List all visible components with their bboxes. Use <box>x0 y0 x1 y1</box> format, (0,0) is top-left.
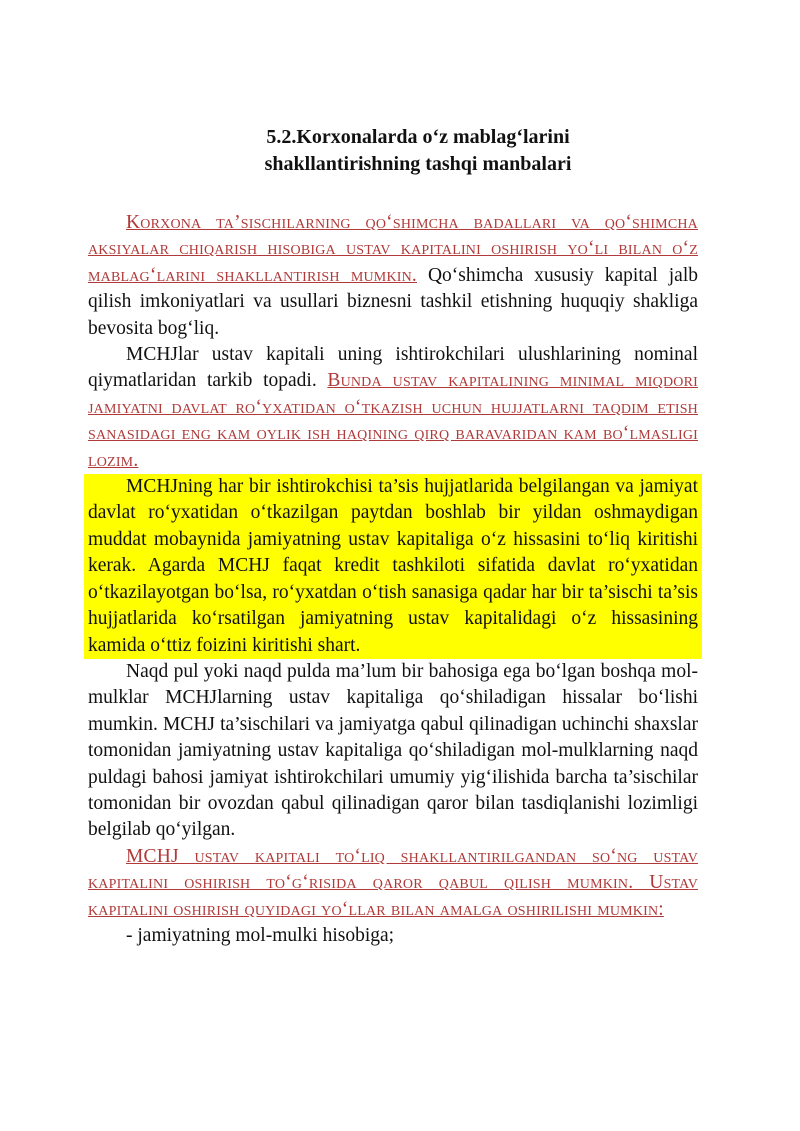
paragraph-text: MCHJlar ustav kapitali uning ishtirokchilari ulushlarining nominal qiymatlaridan tarkib topadi. <box>88 344 698 392</box>
paragraph-5 <box>88 844 698 923</box>
paragraph-2 <box>88 342 698 474</box>
paragraph-4: Naqd pul yoki naqd pulda ma’lum bir bahosiga ega bo‘lgan boshqa mol-mulklar MCHJlarning ustav kapitaliga qo‘shiladigan hissalar bo‘lishi mumkin. MCHJ ta’sischilari va jamiyatga qabul qilinadigan uchinchi shaxslar tomonidan jamiyatning ustav kapitaliga qo‘shiladigan mol-mulklarning naqd puldagi bahosi jamiyat ishtirokchilari umumiy yig‘ilishida barcha ta’sischilar tomonidan bir ovozdan qabul qilinadigan qaror bilan tasdiqlanishi lozimligi belgilab qo‘yilgan. <box>88 660 698 841</box>
paragraph-text: Qo‘shimcha xususiy kapital jalb qilish imkoniyatlari va usullari biznesni tashkil etishning huquqiy shakliga bevosita bog‘liq. <box>88 264 698 339</box>
section-title-line2: shakllantirishning tashqi manbalari <box>264 153 572 175</box>
document-body <box>88 210 698 949</box>
tracked-change-text: Bunda ustav kapitalining minimal miqdori jamiyatni davlat ro‘yxatidan o‘tkazish uchun hujjatlarni taqdim etish sanasidagi eng kam oylik ish haqining qirq baravaridan kam bo‘lmasligi lozim. <box>88 370 698 471</box>
tracked-change-text: MCHJ ustav kapitali to‘liq shakllantirilgandan so‘ng ustav kapitalini oshirish to‘g‘risida qaror qabul qilish mumkin. Ustav kapitalini oshirish quyidagi yo‘llar bilan amalga oshirilishi mumkin: <box>88 845 698 920</box>
tracked-change-text: Korxona ta’sischilarning qo‘shimcha badallari va qo‘shimcha aksiyalar chiqarish hisobiga ustav kapitalini oshirish yo‘li bilan o‘z mablag‘larini shakllantirish mumkin. <box>88 212 698 286</box>
list-item: - jamiyatning mol-mulki hisobiga; <box>126 924 395 946</box>
highlighted-block <box>84 474 702 659</box>
section-title-line1: 5.2.Korxonalarda o‘z mablag‘larini <box>266 126 570 148</box>
paragraph-3: MCHJning har bir ishtirokchisi ta’sis hujjatlarida belgilangan va jamiyat davlat ro‘yxatidan o‘tkazilgan paytdan boshlab bir yildan oshmaydigan muddat mobaynida jamiyatning ustav kapitaliga o‘z hissasini to‘liq kiritishi kerak. Agarda MCHJ faqat kredit tashkiloti sifatida davlat ro‘yxatidan o‘tkazilayotgan bo‘lsa, ro‘yxatdan o‘tish sanasiga qadar har bir ta’sischi ta’sis hujjatlarida ko‘rsatilgan jamiyatning ustav kapitalidagi o‘z hissasining kamida o‘ttiz foizini kiritishi shart. <box>88 476 698 656</box>
paragraph-1 <box>88 210 698 342</box>
section-title <box>88 124 748 178</box>
